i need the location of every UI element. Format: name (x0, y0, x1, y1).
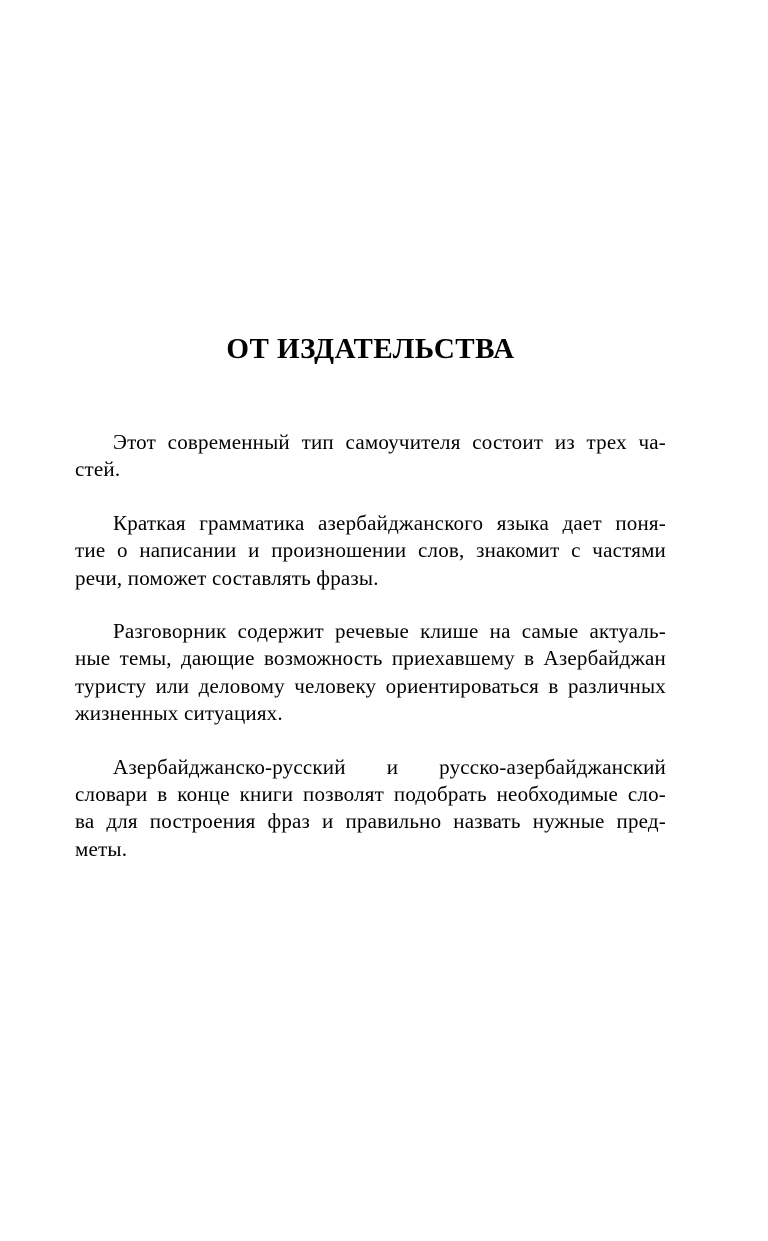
text-line: тие о написании и произношении слов, знакомит с частями (75, 538, 666, 563)
text-block (75, 0, 666, 863)
text-line: речи, поможет составлять фразы. (75, 565, 379, 590)
text-line: жизненных ситуациях. (75, 701, 283, 726)
text-line: словари в конце книги позволят подобрать необходимые сло- (75, 782, 666, 807)
text-line: туристу или деловому человеку ориентироваться в различных (75, 673, 666, 698)
text-line: Азербайджанско-русский и русско-азербайджанский (113, 754, 666, 779)
text-line: Разговорник содержит речевые клише на самые актуаль- (113, 619, 666, 644)
page-title: ОТ ИЗДАТЕЛЬСТВА (226, 333, 515, 365)
paragraph (75, 754, 666, 864)
paragraph (75, 618, 666, 728)
text-line: ва для построения фраз и правильно назвать нужные пред- (75, 809, 666, 834)
text-line: стей. (75, 457, 121, 482)
paragraph (75, 510, 666, 592)
text-line: меты. (75, 836, 128, 861)
text-line: Этот современный тип самоучителя состоит из трех ча- (113, 430, 666, 454)
paragraph (75, 429, 666, 484)
text-line: ные темы, дающие возможность приехавшему в Азербайджан (75, 646, 666, 671)
text-line: Краткая грамматика азербайджанского языка дает поня- (113, 510, 666, 535)
